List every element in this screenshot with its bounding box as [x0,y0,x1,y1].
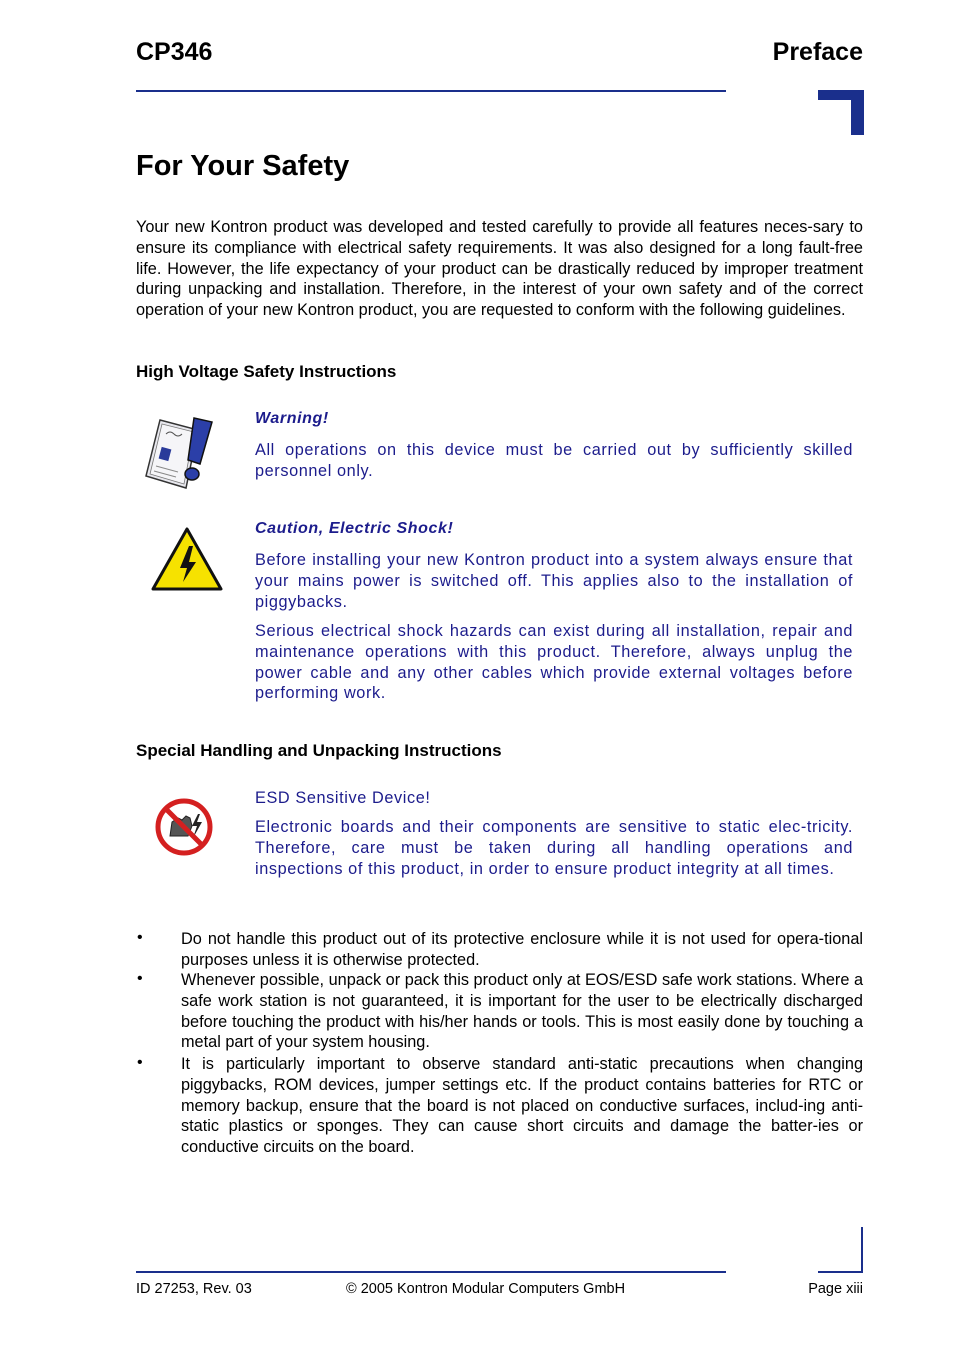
esd-no-touch-icon [154,796,214,858]
page-title: For Your Safety [136,150,350,182]
warning-manual-icon [142,414,222,492]
esd-text: Electronic boards and their components are sensitive to static elec-tricity. Therefore, care must be taken during all handling operations and inspections of this product, in order to ensure product integrity at all times. [255,818,853,878]
chapter-title: Preface [772,38,863,66]
intro-paragraph: Your new Kontron product was developed and tested carefully to provide all features neces-sary to ensure its compliance with electrical safety requirements. It was also designed for a long fault-free life. However, the life expectancy of your product can be drastically reduced by improper treatment during unpacking and installation. Therefore, in the interest of your own safety and of the correct operation of your new Kontron product, you are requested to conform with the following guidelines. [136,218,863,320]
list-item: Whenever possible, unpack or pack this product only at EOS/ESD safe work stations. Where a safe work station is not guaranteed, it is important for the user to be electrically discharged before touching the product with his/her hands or tools. This is most easily done by touching a metal part of your system housing. [181,971,863,1052]
header-corner-mark-vertical [851,90,864,135]
footer-doc-id: ID 27253, Rev. 03 [136,1281,252,1297]
footer-copyright: © 2005 Kontron Modular Computers GmbH [346,1281,626,1297]
footer-corner-mark-horizontal [818,1271,863,1273]
caution-title: Caution, Electric Shock! [255,520,454,537]
caution-text-1: Before installing your new Kontron product into a system always ensure that your mains power is switched off. This applies also to the installation of piggybacks. [255,551,853,611]
list-item: Do not handle this product out of its protective enclosure while it is not used for opera-tional purposes unless it is otherwise protected. [181,930,863,969]
caution-text-2: Serious electrical shock hazards can exist during all installation, repair and maintenance operations with this product. Therefore, always unplug the power cable and any other cables which provide external voltages before performing work. [255,622,853,703]
document-title: CP346 [136,38,213,66]
list-item: It is particularly important to observe standard anti-static precautions when changing piggybacks, ROM devices, jumper settings etc. If the product contains batteries for RTC or memory backup, ensure that the board is not placed on conductive surfaces, includ-ing anti-static plastics or sponges. They can cause short circuits and damage the batter-ies or conductive circuits on the board. [181,1055,863,1157]
section-heading-handling: Special Handling and Unpacking Instructions [136,741,502,760]
electric-shock-icon [150,526,224,592]
bullet-marker: • [137,970,143,987]
esd-title: ESD Sensitive Device! [255,789,431,807]
header-rule [136,90,726,92]
footer-rule [136,1271,726,1273]
bullet-marker: • [137,1054,143,1071]
warning-title: Warning! [255,410,329,427]
section-heading-high-voltage: High Voltage Safety Instructions [136,362,397,381]
bullet-marker: • [137,929,143,946]
warning-text: All operations on this device must be carried out by sufficiently skilled personnel only. [255,441,853,480]
footer-corner-mark [861,1227,863,1273]
footer-page-number: Page xiii [808,1281,863,1297]
